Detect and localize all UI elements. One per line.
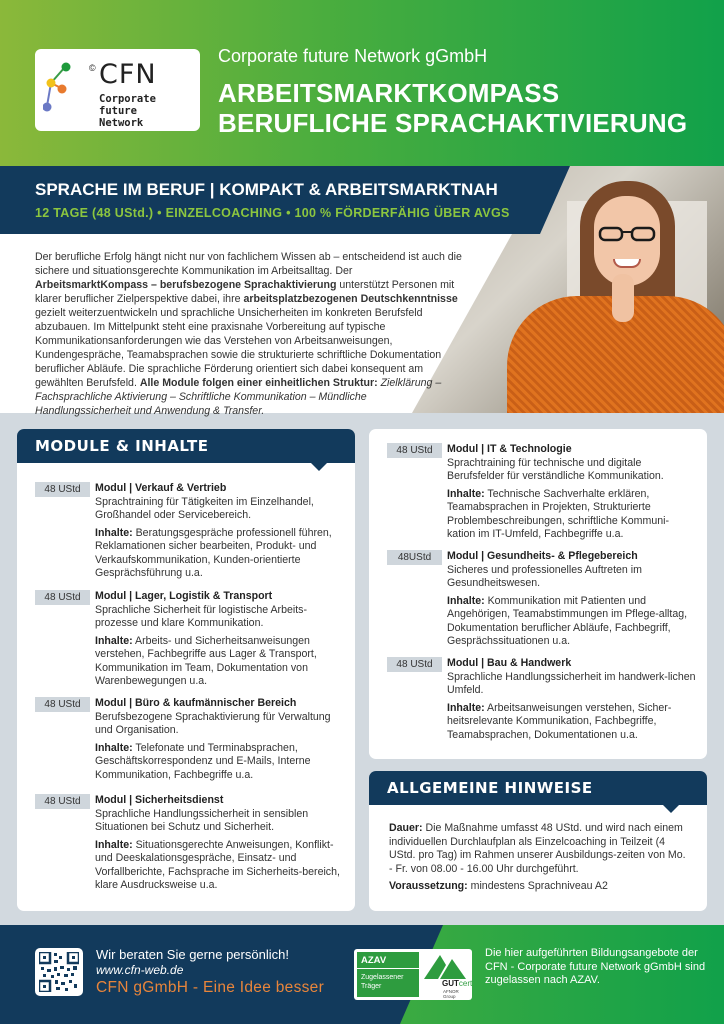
module-title: Modul | Bau & Handwerk: [447, 657, 572, 669]
contents-text: Beratungsgespräche professionell führen, Reklamationen sicher bearbeiten, Produkt- und Verkaufskommunikation, Kunden-orientierte Gesprächsführung u.a.: [95, 526, 332, 579]
page-title: [218, 78, 687, 138]
intro-part: gezielt weiterzuentwickeln und sprachliche Unsicherheiten im konkreten Berufsfeld abzubauen. Im Mittelpunkt steht eine praxisnahe Vorbereitung auf typische Kommunikationsanforderungen wie das Verstehen von Arbeitsanweisungen, Kundengespräche, Teamabsprachen sowie die strukturierte schriftliche Dokumentation beruflicher Abläufe. Die sprachliche Förderung orientiert sich dabei konsequent am gewählten Berufsfeld.: [35, 307, 442, 389]
intro-bold: Alle Module folgen einer einheitlichen Struktur:: [139, 377, 378, 389]
dauer-value: Die Maßnahme umfasst 48 UStd. und wird nach einem individuellen Durchlaufplan als Einzelcoaching in Teilzeit (4 UStd. pro Tag) im Rahmen unserer Ausbildungs-zeiten von Mo. - Fr. von 08.00 - 16.00 Uhr durchgeführt.: [389, 822, 686, 875]
hours-badge: 48 UStd: [387, 657, 442, 672]
intro-italic: Zielklärung – Fachsprachliche Aktivierung – Schriftliche Kommunikation – Mündliche Handlungssicherheit und Anwendung & Transfer.: [35, 377, 442, 417]
website-link[interactable]: www.cfn-web.de: [96, 963, 184, 977]
azav-sub: [357, 971, 419, 993]
organization-name: Corporate future Network gGmbH: [218, 46, 488, 66]
network-nodes-icon: [43, 61, 91, 121]
contents-label: Inhalte:: [447, 487, 485, 500]
contents-text: Arbeits- und Sicherheitsanweisungen verstehen, Fachbegriffe aus Lager & Transport, Kommunikation im Team, Dokumentation von Warenbewegungen u.a.: [95, 634, 317, 687]
intro-part: unterstützt Personen mit klarer beruflicher Zielperspektive dabei, ihre: [35, 279, 455, 305]
module-description: Sprachliche Sicherheit für logistische Arbeits-prozesse und klare Kommunikation.: [95, 603, 307, 629]
modules-title: MODULE & INHALTE: [35, 437, 209, 455]
modules-card-right: [369, 429, 707, 759]
module-description: Sprachtraining für technische und digitale Berufsfelder für verständliche Kommunikation.: [447, 456, 664, 482]
module-description: Sprachliche Handlungssicherheit im handwerk-lichen Umfeld.: [447, 670, 696, 696]
title-line1: ARBEITSMARKTKOMPASS: [218, 78, 560, 108]
azav-sub2: Träger: [361, 983, 382, 990]
module-contents: [95, 527, 345, 581]
slogan: CFN gGmbH - Eine Idee besser: [96, 979, 325, 996]
voraussetzung-label: Voraussetzung:: [389, 880, 468, 892]
gutcert-b: cert: [458, 979, 473, 988]
module-contents: [447, 595, 697, 649]
header: [0, 0, 724, 166]
hinweise-content: [389, 822, 689, 898]
modules-header: [17, 429, 355, 463]
intro-bold: ArbeitsmarktKompass – berufsbezogene Sprachaktivierung: [35, 279, 337, 291]
logo-wordmark: CFN: [99, 59, 157, 90]
module-contents: [95, 742, 345, 783]
module-title: Modul | IT & Technologie: [447, 443, 572, 455]
logo-name-line2: Network: [99, 117, 144, 129]
hours-badge: 48 UStd: [35, 697, 90, 712]
hours-badge: 48UStd: [387, 550, 442, 565]
intro-text: [35, 250, 465, 418]
contents-text: Telefonate und Terminabsprachen, Geschäftskorrespondenz und E-Mails, Interne Kommunikation, Fachbegriffe u.a.: [95, 741, 311, 781]
contents-label: Inhalte:: [95, 838, 133, 851]
voraussetzung-value: mindestens Sprachniveau A2: [467, 880, 608, 892]
contents-text: Arbeitsanweisungen verstehen, Sicher-heitsrelevante Kommunikation, Fachbegriffe, Teamabsprachen, Dokumentationen u.a.: [447, 701, 672, 741]
module-contents: [447, 702, 697, 743]
intro-bold: arbeitsplatzbezogenen Deutschkenntnisse: [243, 293, 458, 305]
copyright-mark: ©: [89, 63, 96, 73]
logo-name-line1: Corporate future: [99, 93, 156, 117]
module-contents: [95, 635, 345, 689]
contents-label: Inhalte:: [95, 634, 133, 647]
hours-badge: 48 UStd: [35, 590, 90, 605]
hours-badge: 48 UStd: [387, 443, 442, 458]
module-contents: [447, 488, 697, 542]
azav-sub1: Zugelassener: [361, 974, 404, 981]
contents-text: Kommunikation mit Patienten und Angehörigen, Teamabstimmungen im Pflege-alltag, Dokumentation beruflicher Abläufe, Fachbegriff, Gesprächssituationen u.a.: [447, 594, 688, 647]
banner-title: SPRACHE IM BERUF | KOMPAKT & ARBEITSMARKTNAH: [35, 180, 498, 199]
consultation-text: Wir beraten Sie gerne persönlich!: [96, 947, 289, 962]
module-title: Modul | Büro & kaufmännischer Bereich: [95, 697, 297, 709]
module-description: Sprachliche Handlungssicherheit in sensiblen Situationen bei Schutz und Sicherheit.: [95, 807, 309, 833]
dauer-text: [389, 822, 689, 876]
module-description: Berufsbezogene Sprachaktivierung für Verwaltung und Organisation.: [95, 710, 331, 736]
qr-pattern: [39, 952, 79, 992]
cfn-logo[interactable]: [35, 49, 200, 131]
modules-card-left: [17, 429, 355, 911]
footer: [0, 925, 724, 1024]
dauer-label: Dauer:: [389, 822, 423, 834]
module-contents: [95, 839, 345, 893]
module-description: Sicheres und professionelles Auftreten im Gesundheitswesen.: [447, 563, 642, 589]
voraussetzung-text: [389, 880, 689, 894]
hinweise-card: [369, 771, 707, 911]
afnor-group: AFNOR Group: [443, 989, 459, 999]
hours-badge: 48 UStd: [35, 482, 90, 497]
module-title: Modul | Verkauf & Vertrieb: [95, 482, 227, 494]
qr-code-icon[interactable]: [35, 948, 83, 996]
contents-text: Technische Sachverhalte erklären, Teamabsprachen in Projekten, Strukturierte Problembeschreibungen, schriftliche Kommuni-kation im IT-Umfeld, Fachbegriffe u.a.: [447, 487, 669, 540]
azav-label: AZAV: [357, 952, 419, 969]
intro-part: Der berufliche Erfolg hängt nicht nur von fachlichem Wissen ab – entscheidend ist auch die sichere und situationsgerechte Kommunikation im Arbeitsalltag. Der: [35, 251, 462, 277]
gutcert-a: GUT: [442, 979, 459, 988]
module-title: Modul | Gesundheits- & Pflegebereich: [447, 550, 638, 562]
gutcert-logo: [442, 979, 472, 988]
azav-note: Die hier aufgeführten Bildungsangebote der CFN - Corporate future Network gGmbH sind zugelassen nach AZAV.: [485, 947, 706, 986]
title-line2: BERUFLICHE SPRACHAKTIVIERUNG: [218, 108, 688, 138]
banner: [0, 166, 724, 234]
module-title: Modul | Sicherheitsdienst: [95, 794, 224, 806]
hours-badge: 48 UStd: [35, 794, 90, 809]
contents-label: Inhalte:: [447, 594, 485, 607]
banner-subtitle: 12 TAGE (48 UStd.) • EINZELCOACHING • 100 % FÖRDERFÄHIG ÜBER AVGS: [35, 206, 510, 220]
module-description: Sprachtraining für Tätigkeiten im Einzelhandel, Großhandel oder Servicebereich.: [95, 495, 314, 521]
header-notch: [311, 463, 327, 471]
hinweise-header: [369, 771, 707, 805]
contents-text: Situationsgerechte Anweisungen, Konflikt- und Deeskalationsgespräche, Einsatz- und Vorfallberichte, Fachsprache im Sicherheits-bereich, klare Ausdrucksweise u.a.: [95, 838, 340, 891]
module-title: Modul | Lager, Logistik & Transport: [95, 590, 273, 602]
logo-name: [99, 93, 200, 129]
contents-label: Inhalte:: [95, 741, 133, 754]
gutcert-mountain-icon: [422, 953, 468, 979]
contents-label: Inhalte:: [95, 526, 133, 539]
header-notch: [663, 805, 679, 813]
contents-label: Inhalte:: [447, 701, 485, 714]
azav-certification-badge: [354, 949, 472, 1000]
hinweise-title: ALLGEMEINE HINWEISE: [387, 779, 593, 797]
